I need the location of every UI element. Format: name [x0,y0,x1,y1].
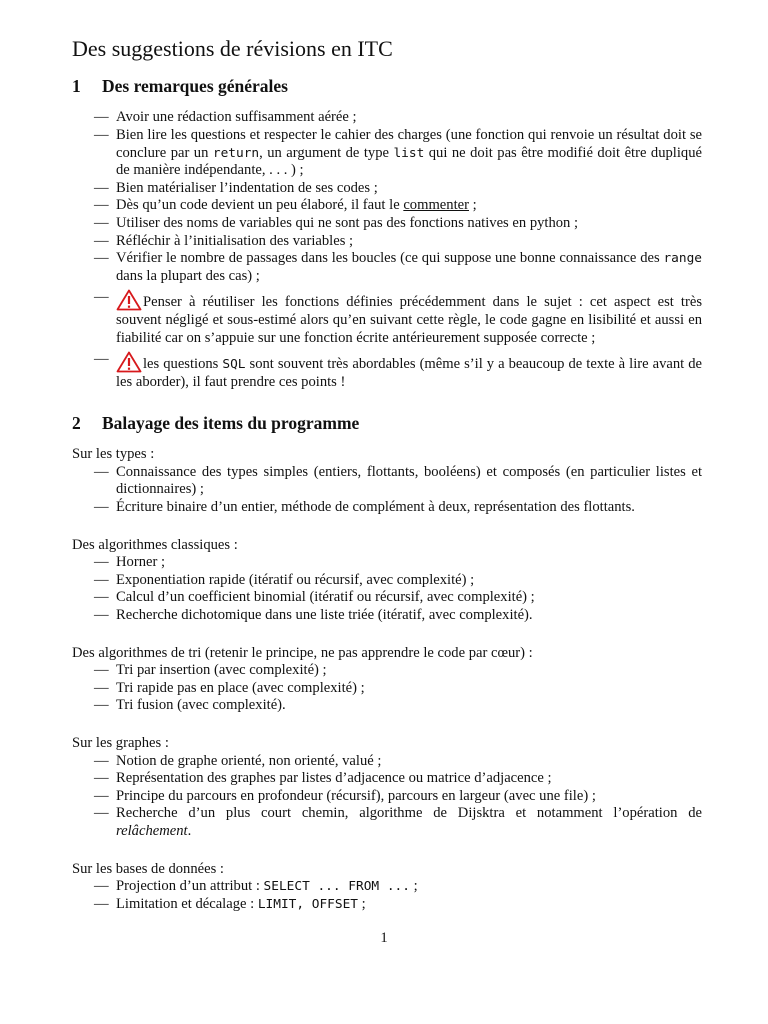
algorithms-list [72,554,702,624]
list-item [72,680,702,698]
group-lead: Des algorithmes de tri (retenir le principe, ne pas apprendre le code par cœur) : [72,644,533,661]
dash-bullet: — [94,679,109,696]
item-text: les questions [143,356,223,373]
dash-bullet: — [94,179,109,196]
dash-bullet: — [94,250,109,267]
item-text: Bien lire les questions et respecter le cahier des charges (une fonction qui renvoie un résultat doit se conclure par un [116,126,702,161]
item-text: Écriture binaire d’un entier, méthode de complément à deux, représentation des flottants. [116,499,635,516]
item-text: Recherche d’un plus court chemin, algorithme de Dijsktra et notamment l’opération de [116,805,702,822]
item-text: Limitation et décalage : [116,895,258,912]
code-limit-offset: LIMIT, OFFSET [257,896,358,912]
list-item [72,697,702,715]
item-text: Bien matérialiser l’indentation de ses codes ; [116,179,378,196]
list-item [72,753,702,771]
page-title: Des suggestions de révisions en ITC [72,36,393,61]
section-number: 2 [72,413,81,434]
sorting-list [72,662,702,715]
section-title: Des remarques générales [102,76,288,97]
dash-bullet: — [94,126,109,143]
list-item [72,572,702,590]
dash-bullet: — [94,289,109,306]
dash-bullet: — [94,499,109,516]
code-list: list [393,145,425,161]
dash-bullet: — [94,895,109,912]
list-item [72,180,702,198]
section-heading [72,413,702,434]
item-text: Exponentiation rapide (itératif ou récursif, avec complexité) ; [116,571,475,588]
item-text: Représentation des graphes par listes d’adjacence ou matrice d’adjacence ; [116,770,552,787]
group-lead: Sur les types : [72,446,155,463]
dash-bullet: — [94,463,109,480]
item-text: Dès qu’un code devient un peu élaboré, il faut le [116,197,404,214]
list-item [72,878,702,896]
item-text: , un argument de type [259,144,394,161]
dash-bullet: — [94,232,109,249]
dash-bullet: — [94,662,109,679]
item-text: qui ne doit pas être modifié doit être dupliqué de manière indépendante, . . . ) ; [116,144,702,179]
dash-bullet: — [94,607,109,624]
item-text: Horner ; [116,554,166,571]
list-item [72,896,702,914]
group-lead: Sur les graphes : [72,735,169,752]
item-text: Réfléchir à l’initialisation des variables ; [116,232,354,249]
item-text: Utiliser des noms de variables qui ne sont pas des fonctions natives en python ; [116,214,579,231]
item-text: Avoir une rédaction suffisamment aérée ; [116,109,357,126]
list-item [72,109,702,127]
item-text: Connaissance des types simples (entiers, flottants, booléens) et composés (en particulier listes et dictionnaires) ; [116,463,702,498]
dash-bullet: — [94,878,109,895]
dash-bullet: — [94,109,109,126]
list-item [72,215,702,233]
list-item [72,770,702,788]
dash-bullet: — [94,197,109,214]
item-text: Calcul d’un coefficient binomial (itératif ou récursif, avec complexité) ; [116,589,535,606]
dash-bullet: — [94,697,109,714]
section-general-remarks [72,76,702,391]
databases-list [72,878,702,913]
dash-bullet: — [94,787,109,804]
section-heading [72,76,702,97]
list-item [72,662,702,680]
list-item [72,788,702,806]
list-item [72,589,702,607]
dash-bullet: — [94,770,109,787]
list-item [72,289,702,347]
item-text: Principe du parcours en profondeur (récursif), parcours en largeur (avec une file) ; [116,787,596,804]
dash-bullet: — [94,214,109,231]
warning-triangle-icon [116,289,142,311]
list-item [72,233,702,251]
list-item [72,464,702,499]
item-text: Tri fusion (avec complexité). [116,697,286,714]
group-lead: Des algorithmes classiques : [72,536,238,553]
item-text: Penser à réutiliser les fonctions définies précédemment dans le sujet : cet aspect est très souvent négligé et sous-estimé alors qu’en suivant cette règle, le code gagne en lisibilité et aussi en fiabilité car on s’appuie sur une fonction écrite antérieurement supposée correcte ; [116,294,702,346]
list-item [72,805,702,840]
page-number: 1 [380,930,388,946]
document-page [72,36,702,935]
list-item [72,250,702,285]
item-text: ; [468,197,477,214]
code-range: range [663,251,702,267]
dash-bullet: — [94,351,109,368]
item-text: ; [409,878,418,895]
emphasized-term: relâchement [116,822,188,839]
dash-bullet: — [94,589,109,606]
list-item [72,499,702,517]
code-select-from: SELECT ... FROM ... [263,879,410,895]
item-text: sont souvent très abordables (même s’il y a beaucoup de texte à lire avant de les aborder), il faut prendre ces points ! [116,356,702,390]
item-text: Tri rapide pas en place (avec complexité) ; [116,679,365,696]
list-item [72,554,702,572]
item-text: dans la plupart des cas) ; [116,267,260,284]
code-return: return [212,145,260,161]
section-title: Balayage des items du programme [102,413,360,434]
item-text: Recherche dichotomique dans une liste triée (itératif, avec complexité). [116,607,533,624]
group-lead: Sur les bases de données : [72,860,224,877]
graphs-list [72,753,702,841]
item-text: Notion de graphe orienté, non orienté, valué ; [116,752,382,769]
list-item [72,127,702,180]
group-databases [72,861,702,914]
section-number: 1 [72,76,81,97]
item-text: Projection d’un attribut : [116,878,264,895]
dash-bullet: — [94,752,109,769]
item-text: Vérifier le nombre de passages dans les boucles (ce qui suppose une bonne connaissance des [116,250,664,267]
item-text: ; [358,895,366,912]
types-list [72,464,702,517]
group-classic-algorithms [72,537,702,625]
dash-bullet: — [94,571,109,588]
group-types [72,446,702,516]
warning-triangle-icon [116,351,142,373]
item-text: Tri par insertion (avec complexité) ; [116,662,327,679]
list-item [72,197,702,215]
dash-bullet: — [94,805,109,822]
list-item [72,607,702,625]
group-sorting-algorithms [72,645,702,715]
list-item [72,351,702,391]
code-sql: SQL [222,357,246,373]
item-text: . [187,822,192,839]
group-graphs [72,735,702,841]
dash-bullet: — [94,554,109,571]
section-program-items [72,413,702,913]
underlined-word: commenter [403,197,469,214]
remarks-list [72,109,702,391]
